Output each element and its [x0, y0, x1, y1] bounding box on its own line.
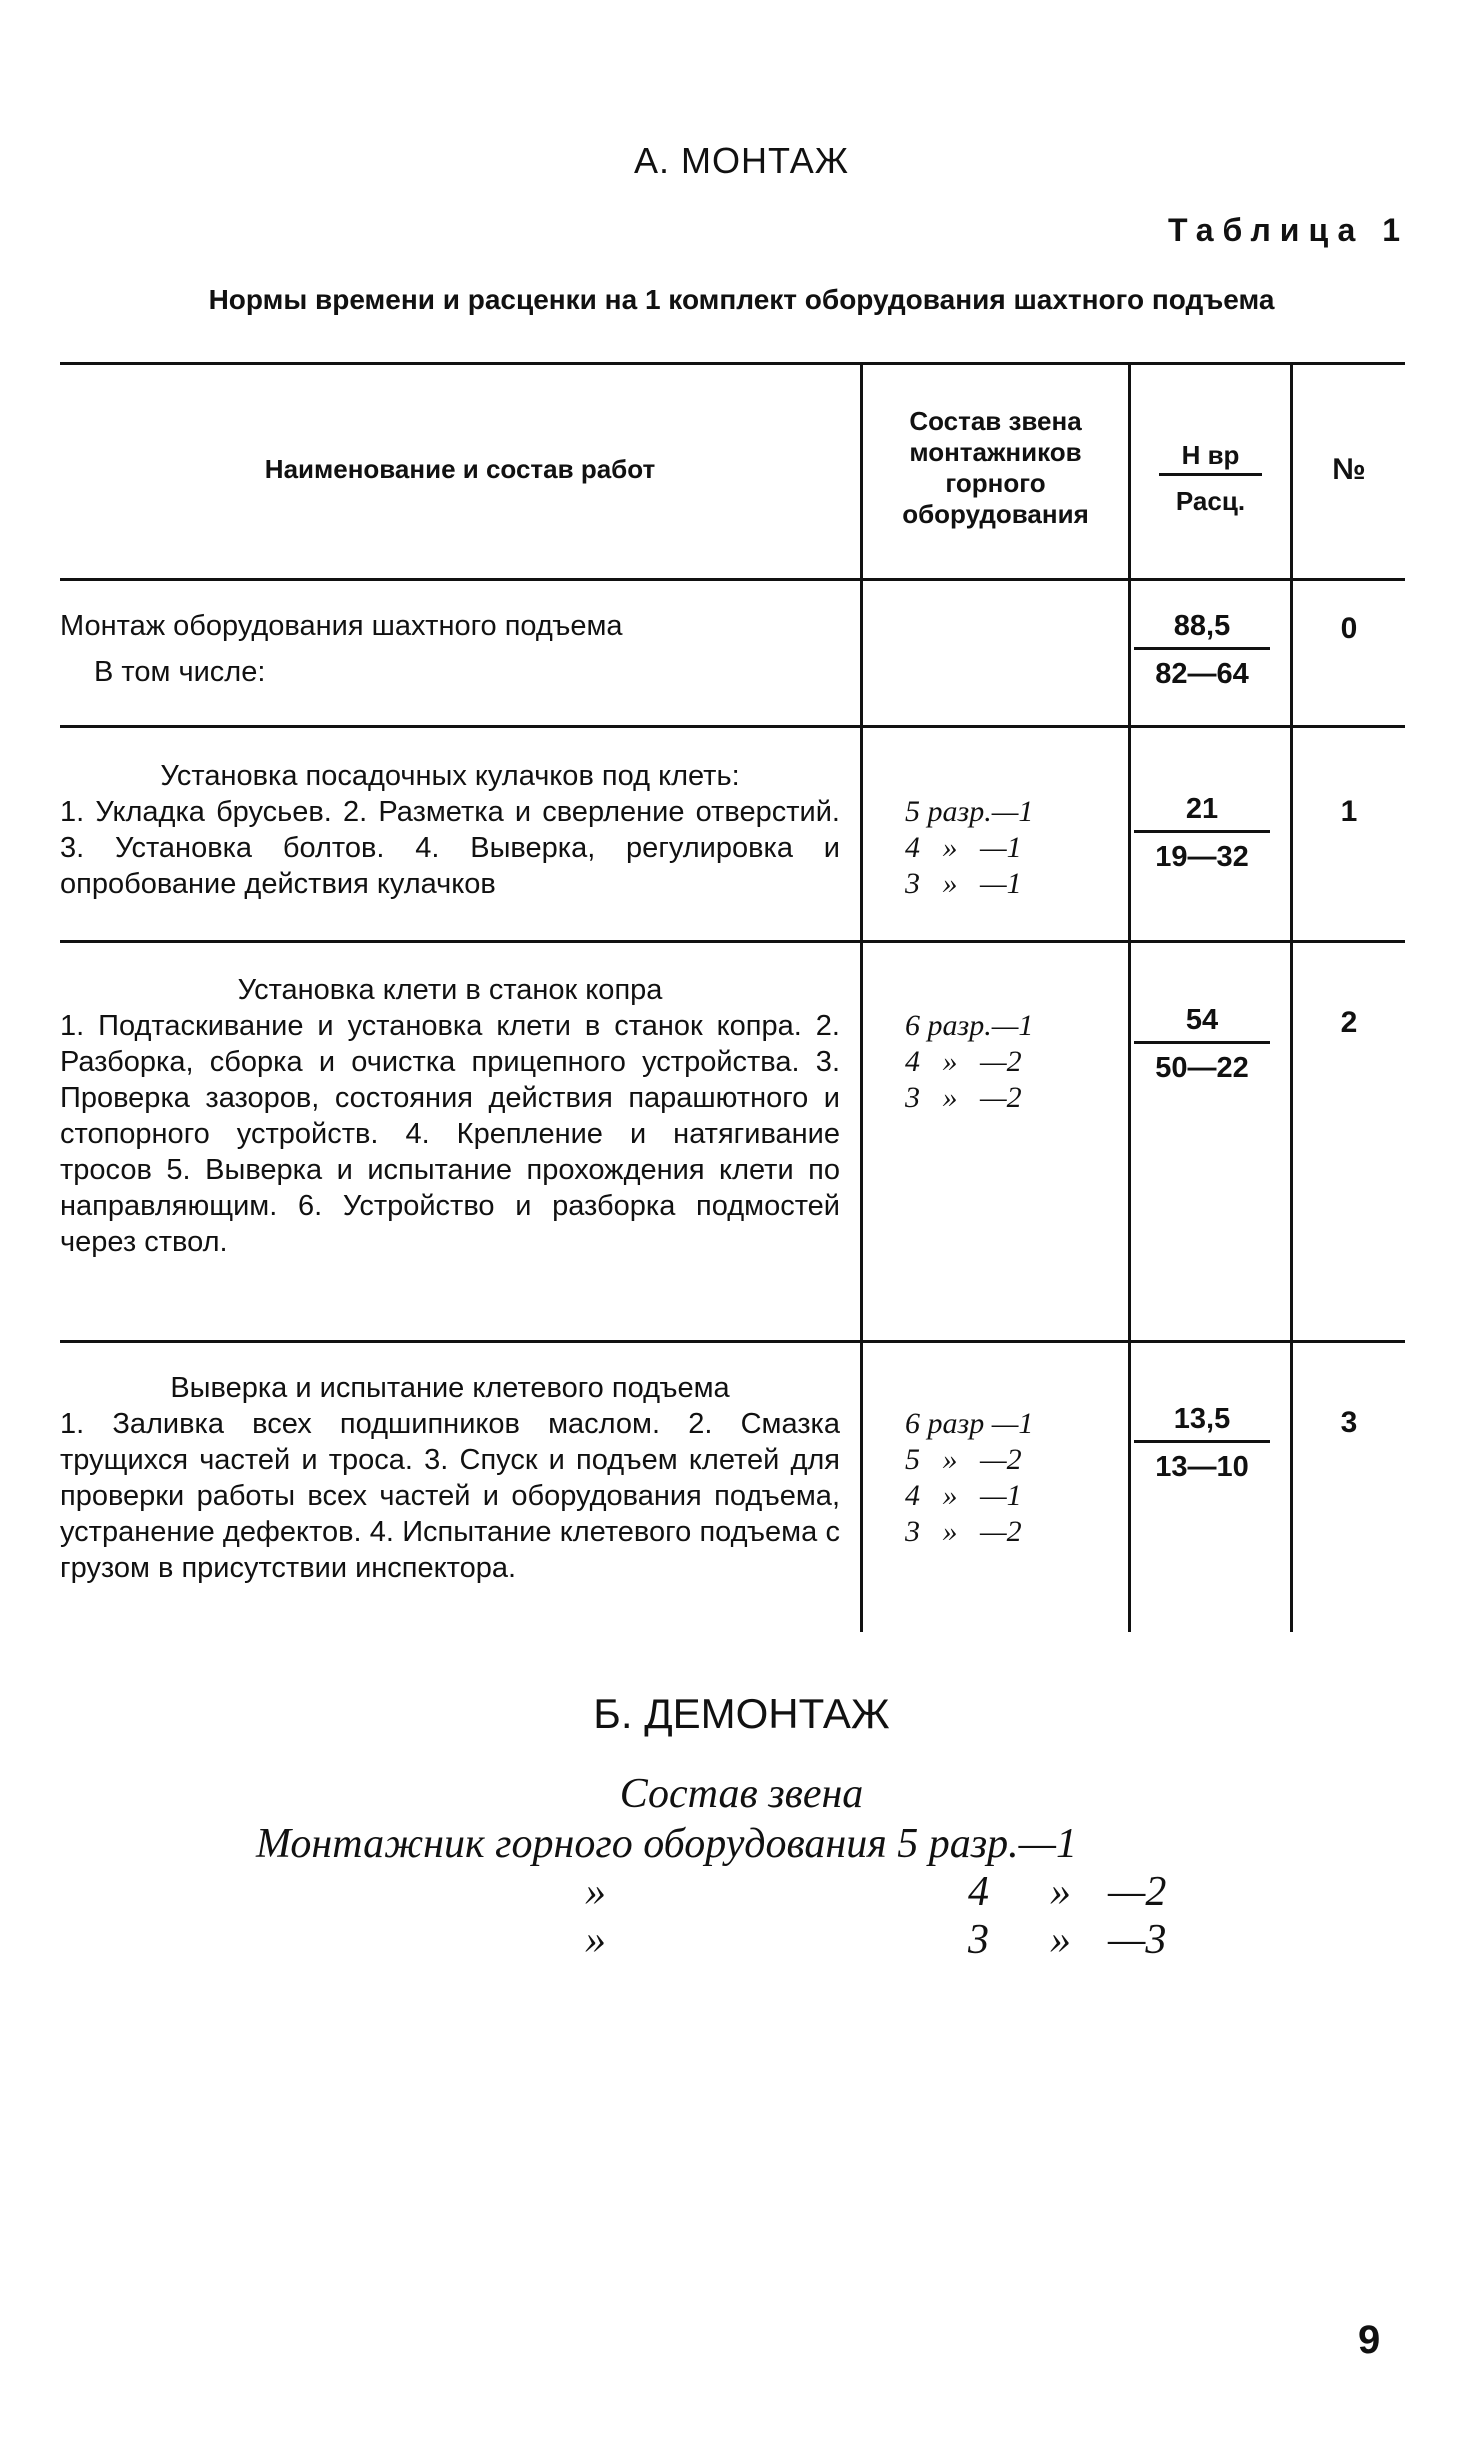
- row-3-number: 3: [1340, 1406, 1358, 1439]
- header-norm-bar: [1159, 473, 1262, 476]
- section-b-title: Б. ДЕМОНТАЖ: [593, 1690, 890, 1737]
- row-2-rate: 50—22: [1155, 1052, 1249, 1084]
- row-1-fraction-bar: [1134, 830, 1270, 833]
- table-rule-header: [60, 578, 1405, 581]
- row-0-norm: 88,5: [1173, 610, 1231, 642]
- row-0-fraction-bar: [1134, 647, 1270, 650]
- row-3-crew: 6 разр —1 5 » —2 4 » —1 3 » —2: [905, 1407, 1034, 1548]
- row-2-text: 1. Подтаскивание и установка клети в станок копра. 2. Разборка, сборка и очистка прицепного устройства. 3. Проверка зазоров, состояния действия парашютного и стопорного устройств. 4. Крепление и натягивание тросов 5. Выверка и испытание прохождения клети по направляющим. 6. Устройство и разборка подмостей через ствол.: [60, 1010, 840, 1258]
- row-0-subtitle: В том числе:: [94, 656, 266, 688]
- row-2-fraction-bar: [1134, 1041, 1270, 1044]
- dismantle-ditto-3b: »: [1050, 1917, 1071, 1963]
- table-rule-row-2: [60, 1340, 1405, 1343]
- row-3-title: Выверка и испытание клетевого подъема: [170, 1372, 730, 1404]
- row-3-text: 1. Заливка всех подшипников маслом. 2. Смазка трущихся частей и троса. 3. Спуск и подъем клетей для проверки работы всех частей и оборудования подъема, устранение дефектов. 4. Испытание клетевого подъема с грузом в присутствии инспектора.: [60, 1408, 840, 1584]
- row-1-number: 1: [1340, 795, 1358, 828]
- row-1-text: 1. Укладка брусьев. 2. Разметка и сверление отверстий. 3. Установка болтов. 4. Выверка, регулировка и опробование действия кулачков: [60, 796, 840, 900]
- dismantle-ditto-3: »: [585, 1917, 606, 1963]
- row-1-crew: 5 разр.—1 4 » —1 3 » —1: [905, 795, 1034, 900]
- row-2-norm-rate: [1128, 1004, 1276, 1085]
- row-1-title: Установка посадочных кулачков под клеть:: [160, 760, 740, 792]
- dismantle-grade-3: 3: [968, 1917, 989, 1963]
- row-0-title: Монтаж оборудования шахтного подъема: [60, 610, 623, 642]
- table-rule-top: [60, 362, 1405, 365]
- header-crew-line: оборудования: [902, 499, 1089, 529]
- row-0-number: 0: [1340, 612, 1358, 645]
- page-number: 9: [1358, 2318, 1381, 2362]
- header-norm-top: Н вр: [1181, 440, 1240, 470]
- dismantle-grade-2: 4: [968, 1869, 989, 1915]
- table-col-divider-1: [860, 362, 863, 1632]
- dismantle-heading: Состав звена: [619, 1771, 864, 1817]
- row-2-title: Установка клети в станок копра: [237, 974, 663, 1006]
- row-3-norm-rate: [1128, 1403, 1276, 1484]
- header-crew-line: монтажников: [909, 437, 1082, 467]
- header-number: №: [1332, 453, 1366, 486]
- row-2-norm: 54: [1185, 1004, 1219, 1036]
- row-2-description: [60, 972, 840, 1260]
- row-0-rate: 82—64: [1155, 658, 1249, 690]
- row-3-norm: 13,5: [1173, 1403, 1231, 1435]
- row-1-description: [60, 758, 840, 902]
- table-col-divider-3: [1290, 362, 1293, 1632]
- row-1-norm-rate: [1128, 793, 1276, 874]
- row-3-fraction-bar: [1134, 1440, 1270, 1443]
- table-rule-row-1: [60, 940, 1405, 943]
- row-0-description: [60, 608, 840, 690]
- row-2-number: 2: [1340, 1006, 1358, 1039]
- dismantle-line-1: Монтажник горного оборудования 5 разр.—1: [256, 1821, 1077, 1867]
- dismantle-ditto-2b: »: [1050, 1869, 1071, 1915]
- header-work: Наименование и состав работ: [264, 454, 656, 484]
- dismantle-ditto-2: »: [585, 1869, 606, 1915]
- table-caption: Нормы времени и расценки на 1 комплект оборудования шахтного подъема: [208, 284, 1275, 315]
- header-crew-line: Состав звена: [909, 406, 1082, 436]
- header-norm-bottom: Расц.: [1175, 486, 1246, 516]
- row-2-crew: 6 разр.—1 4 » —2 3 » —2: [905, 1009, 1034, 1114]
- table-rule-row-0: [60, 725, 1405, 728]
- row-1-rate: 19—32: [1155, 841, 1249, 873]
- section-a-title: А. МОНТАЖ: [633, 140, 850, 181]
- dismantle-count-2: —2: [1108, 1869, 1167, 1915]
- row-3-description: [60, 1370, 840, 1586]
- dismantle-count-3: —3: [1108, 1917, 1167, 1963]
- header-crew: [863, 406, 1128, 530]
- row-1-norm: 21: [1185, 793, 1219, 825]
- row-0-norm-rate: [1128, 610, 1276, 691]
- row-3-rate: 13—10: [1155, 1451, 1249, 1483]
- header-norm: [1131, 440, 1290, 517]
- table-label: Таблица 1: [1167, 212, 1409, 248]
- header-crew-line: горного: [945, 468, 1046, 498]
